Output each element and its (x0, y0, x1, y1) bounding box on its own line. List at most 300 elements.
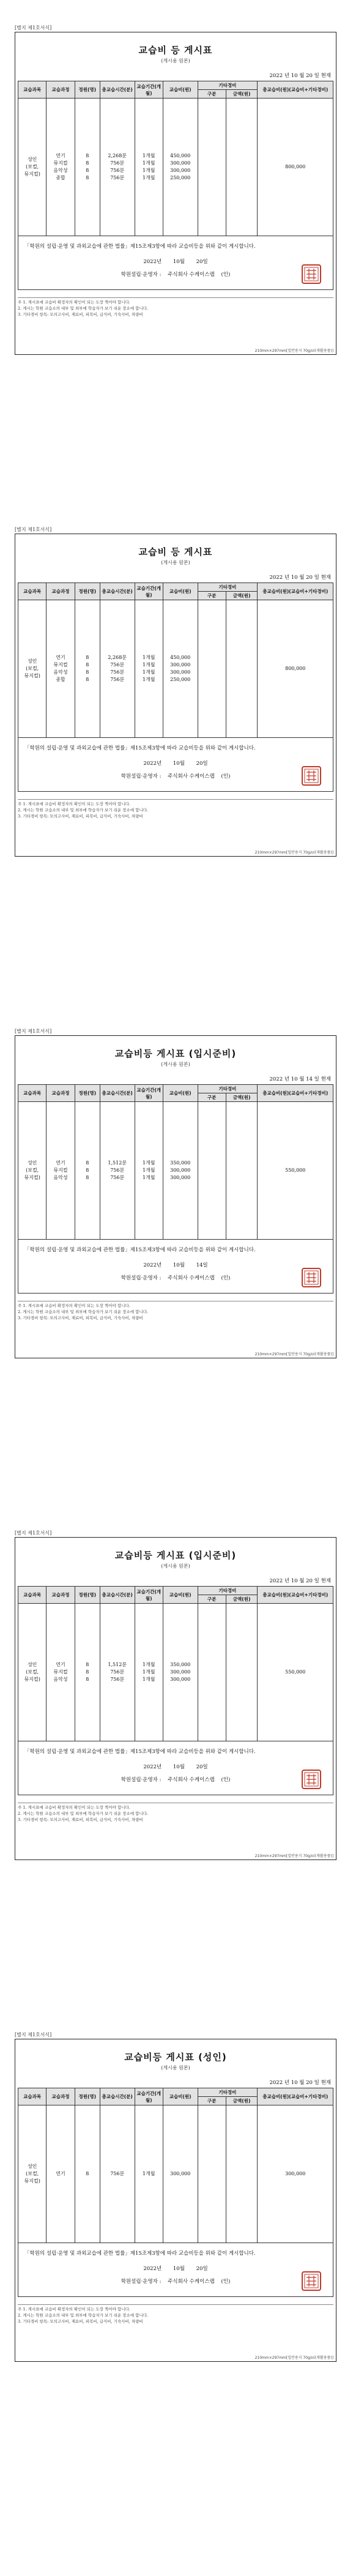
cell-other-kind (198, 2105, 226, 2243)
subject-line: (보컬, (26, 2171, 39, 2176)
table-header-row (18, 1085, 333, 1093)
capacity-line: 8 (86, 1662, 89, 1667)
notice-box (18, 236, 333, 290)
operator-name: 주식회사 수케이스랩 (168, 1275, 215, 1281)
operator-line (24, 270, 327, 280)
period-line: 1개월 (142, 168, 155, 173)
operator-seal-mark: (인) (221, 1275, 231, 1281)
page-subtitle: (게시용 원본) (161, 1062, 190, 1067)
cell-hours (100, 600, 135, 738)
sign-year: 2022년 (143, 1262, 162, 1268)
notice-text: 「학원의 설립·운영 및 과외교습에 관한 법률」제15조제3항에 따라 교습비등을 위와 같이 게시합니다. (24, 2250, 256, 2257)
header-other-kind: 구분 (198, 1595, 226, 1604)
header-other-kind: 구분 (198, 592, 226, 600)
header-period: 교습기간(개월) (135, 583, 163, 600)
header-other-kind: 구분 (198, 2097, 226, 2105)
course-line: 종합 (56, 175, 65, 181)
sign-month: 10월 (173, 2266, 185, 2272)
cell-other-kind (198, 600, 226, 738)
notice-text: 「학원의 설립·운영 및 과외교습에 관한 법률」제15조제3항에 따라 교습비등을 위와 같이 게시합니다. (24, 745, 256, 751)
fee-notice-sheet (15, 534, 336, 857)
sign-year: 2022년 (143, 259, 162, 265)
tuition-line: 350,000 (170, 1160, 191, 1166)
paper-size-footer: 210mm×297mm[일반용지 70g/㎡(재활용품)] (254, 851, 333, 855)
header-hours: 총교습시간(분) (100, 1085, 135, 1102)
tuition-line: 300,000 (170, 1167, 191, 1173)
cell-course (46, 2105, 75, 2243)
sign-day: 20일 (196, 1764, 208, 1770)
tuition-line: 300,000 (170, 662, 191, 668)
fee-notice-page (15, 24, 336, 367)
company-seal-icon (301, 264, 322, 285)
tuition-line: 300,000 (170, 2171, 191, 2176)
as-of-date: 2022 년 10 월 20 일 현재 (269, 73, 331, 79)
table-header-row (18, 81, 333, 90)
as-of-date: 2022 년 10 월 20 일 현재 (269, 575, 331, 581)
cell-hours (100, 2105, 135, 2243)
course-line: 음악성 (53, 1677, 68, 1682)
subject-line: 뮤지컬) (24, 673, 40, 679)
course-line: 음악성 (53, 168, 68, 173)
cell-period (135, 2105, 163, 2243)
hours-line: 756분 (110, 160, 125, 166)
header-other-expenses: 기타경비 (198, 1587, 258, 1595)
cell-period (135, 99, 163, 236)
header-course: 교습과정 (46, 583, 75, 600)
header-other-expenses: 기타경비 (198, 1085, 258, 1093)
cell-period (135, 600, 163, 738)
sign-date (24, 1261, 327, 1270)
paper-size-footer: 210mm×297mm[일반용지 70g/㎡(재활용품)] (254, 2356, 333, 2360)
fee-notice-page (15, 2031, 336, 2374)
form-label: [별지 제1호서식] (15, 25, 52, 31)
header-other-kind: 구분 (198, 90, 226, 99)
tuition-line: 300,000 (170, 1669, 191, 1675)
period-line: 1개월 (142, 669, 155, 675)
hours-line: 756분 (110, 175, 125, 181)
subject-line: 성인 (27, 658, 37, 664)
capacity-line: 8 (86, 677, 89, 682)
sign-day: 14일 (196, 1262, 208, 1268)
footnote-item: 3. 기타경비 항목: 모의고사비, 재료비, 피복비, 급식비, 기숙사비, 차량비 (18, 1316, 143, 1320)
cell-total: 800,000 (258, 600, 333, 738)
operator-label: 학원설립·운영자 : (121, 1275, 162, 1281)
capacity-line: 8 (86, 1175, 89, 1180)
cell-other-amount (226, 1604, 258, 1741)
page-title: 교습비 등 게시표 (138, 546, 213, 557)
form-label: [별지 제1호서식] (15, 2032, 52, 2038)
cell-subject (18, 1604, 46, 1741)
subject-line: (보컬, (26, 666, 39, 671)
period-line: 1개월 (142, 1662, 155, 1667)
header-tuition: 교습비(원) (163, 1085, 198, 1102)
hours-line: 756분 (110, 1167, 125, 1173)
tuition-line: 450,000 (170, 655, 191, 660)
cell-course (46, 1102, 75, 1240)
course-line: 뮤지컬 (53, 160, 68, 166)
sign-month: 10월 (173, 1764, 185, 1770)
table-header-row (18, 1587, 333, 1595)
fee-notice-page (15, 526, 336, 869)
header-hours: 총교습시간(분) (100, 583, 135, 600)
operator-label: 학원설립·운영자 : (121, 773, 162, 780)
cell-tuition (163, 2105, 198, 2243)
table-row (18, 1102, 333, 1240)
subject-line: 뮤지컬) (24, 171, 40, 177)
header-subject: 교습과목 (18, 1587, 46, 1604)
cell-capacity (75, 99, 100, 236)
as-of-date: 2022 년 10 월 14 일 현재 (269, 1076, 331, 1082)
cell-tuition (163, 1604, 198, 1741)
cell-subject (18, 99, 46, 236)
cell-period (135, 1102, 163, 1240)
header-total: 총교습비(원)(교습비+기타경비) (258, 1587, 333, 1604)
sign-date (24, 1763, 327, 1772)
notice-text: 「학원의 설립·운영 및 과외교습에 관한 법률」제15조제3항에 따라 교습비등을 위와 같이 게시합니다. (24, 1247, 256, 1253)
subject-line: (보컬, (26, 164, 39, 169)
header-other-amount: 금액(원) (226, 90, 258, 99)
sign-day: 20일 (196, 761, 208, 767)
operator-label: 학원설립·운영자 : (121, 2279, 162, 2285)
capacity-line: 8 (86, 1160, 89, 1166)
hours-line: 1,512분 (108, 1160, 127, 1166)
period-line: 1개월 (142, 1160, 155, 1166)
header-tuition: 교습비(원) (163, 81, 198, 99)
table-row (18, 2105, 333, 2243)
header-capacity: 정원(명) (75, 1587, 100, 1604)
page-subtitle: (게시용 원본) (161, 1563, 190, 1569)
period-line: 1개월 (142, 1677, 155, 1682)
period-line: 1개월 (142, 662, 155, 668)
cell-tuition (163, 1102, 198, 1240)
sign-date (24, 2265, 327, 2274)
footnote-item: 3. 기타경비 항목: 모의고사비, 재료비, 피복비, 급식비, 기숙사비, 차량비 (18, 2319, 143, 2324)
table-row (18, 600, 333, 738)
operator-line (24, 1776, 327, 1785)
hours-line: 756분 (110, 662, 125, 668)
company-seal-icon (301, 765, 322, 786)
capacity-line: 8 (86, 175, 89, 181)
cell-other-amount (226, 1102, 258, 1240)
header-period: 교습기간(개월) (135, 1587, 163, 1604)
header-tuition: 교습비(원) (163, 583, 198, 600)
subject-line: 뮤지컬) (24, 1175, 40, 1180)
header-other-amount: 금액(원) (226, 1093, 258, 1102)
cell-total: 300,000 (258, 2105, 333, 2243)
cell-total: 550,000 (258, 1102, 333, 1240)
subject-line: (보컬, (26, 1167, 39, 1173)
fee-notice-page (15, 1028, 336, 1371)
footnote-item: 3. 기타경비 항목: 모의고사비, 재료비, 피복비, 급식비, 기숙사비, 차량비 (18, 814, 143, 819)
footnotes (18, 297, 333, 318)
notice-text: 「학원의 설립·운영 및 과외교습에 관한 법률」제15조제3항에 따라 교습비등을 위와 같이 게시합니다. (24, 1749, 256, 1755)
header-course: 교습과정 (46, 81, 75, 99)
page-title: 교습비 등 게시표 (138, 45, 213, 56)
cell-total: 550,000 (258, 1604, 333, 1741)
header-capacity: 정원(명) (75, 583, 100, 600)
paper-size-footer: 210mm×297mm[일반용지 70g/㎡(재활용품)] (254, 1854, 333, 1858)
sign-day: 20일 (196, 2266, 208, 2272)
footnotes (18, 2304, 333, 2325)
page-subtitle: (게시용 원본) (161, 58, 190, 64)
company-seal-icon (301, 1769, 322, 1790)
subject-line: 뮤지컬) (24, 2178, 40, 2184)
fee-notice-sheet (15, 1035, 336, 1358)
course-line: 연기 (56, 2171, 65, 2176)
header-subject: 교습과목 (18, 81, 46, 99)
header-course: 교습과정 (46, 2088, 75, 2105)
operator-label: 학원설립·운영자 : (121, 272, 162, 278)
footnotes (18, 1803, 333, 1823)
course-line: 음악성 (53, 1175, 68, 1180)
page-title: 교습비등 게시표 (입시준비) (114, 1550, 237, 1561)
tuition-line: 300,000 (170, 669, 191, 675)
capacity-line: 8 (86, 168, 89, 173)
footnotes (18, 799, 333, 819)
capacity-line: 8 (86, 2171, 89, 2176)
operator-line (24, 2277, 327, 2287)
period-line: 1개월 (142, 160, 155, 166)
fee-table (18, 583, 333, 738)
header-period: 교습기간(개월) (135, 81, 163, 99)
sign-month: 10월 (173, 761, 185, 767)
header-total: 총교습비(원)(교습비+기타경비) (258, 583, 333, 600)
footnote-item: 2. 게시는 학원 교습소의 내부 및 외부에 학습자가 보기 쉬운 장소에 합니다. (18, 1811, 149, 1816)
company-seal-icon (301, 1267, 322, 1288)
sign-month: 10월 (173, 1262, 185, 1268)
fee-notice-sheet (15, 2039, 336, 2362)
course-line: 연기 (56, 1160, 65, 1166)
header-tuition: 교습비(원) (163, 1587, 198, 1604)
cell-tuition (163, 600, 198, 738)
table-header-row (18, 583, 333, 592)
footnote-item: 주 1. 게시표에 교습비 확정자의 확인이 되는 도장 찍어야 합니다. (18, 1805, 130, 1810)
cell-capacity (75, 2105, 100, 2243)
course-line: 음악성 (53, 669, 68, 675)
period-line: 1개월 (142, 2171, 155, 2176)
cell-subject (18, 2105, 46, 2243)
table-header-row (18, 2088, 333, 2097)
fee-table (18, 1084, 333, 1240)
footnote-item: 2. 게시는 학원 교습소의 내부 및 외부에 학습자가 보기 쉬운 장소에 합니다. (18, 306, 149, 311)
subject-line: 성인 (27, 1662, 37, 1667)
fee-notice-page (15, 1530, 336, 1872)
operator-seal-mark: (인) (221, 2279, 231, 2285)
operator-seal-mark: (인) (221, 1777, 231, 1783)
course-line: 연기 (56, 1662, 65, 1667)
header-other-amount: 금액(원) (226, 2097, 258, 2105)
operator-seal-mark: (인) (221, 272, 231, 278)
as-of-date: 2022 년 10 월 20 일 현재 (269, 1578, 331, 1584)
hours-line: 756분 (110, 1669, 125, 1675)
footnote-item: 2. 게시는 학원 교습소의 내부 및 외부에 학습자가 보기 쉬운 장소에 합니다. (18, 808, 149, 813)
tuition-line: 250,000 (170, 175, 191, 181)
fee-table (18, 81, 333, 236)
sign-year: 2022년 (143, 761, 162, 767)
operator-line (24, 1274, 327, 1283)
course-line: 뮤지컬 (53, 1167, 68, 1173)
tuition-line: 300,000 (170, 1677, 191, 1682)
period-line: 1개월 (142, 1669, 155, 1675)
footnotes (18, 1301, 333, 1321)
footnote-item: 주 1. 게시표에 교습비 확정자의 확인이 되는 도장 찍어야 합니다. (18, 300, 130, 305)
subject-line: 성인 (27, 2164, 37, 2169)
operator-name: 주식회사 수케이스랩 (168, 2279, 215, 2285)
header-subject: 교습과목 (18, 1085, 46, 1102)
table-row (18, 1604, 333, 1741)
cell-other-amount (226, 2105, 258, 2243)
hours-line: 756분 (110, 168, 125, 173)
subject-line: 뮤지컬) (24, 1677, 40, 1682)
header-subject: 교습과목 (18, 583, 46, 600)
period-line: 1개월 (142, 655, 155, 660)
cell-subject (18, 600, 46, 738)
footnote-item: 3. 기타경비 항목: 모의고사비, 재료비, 피복비, 급식비, 기숙사비, 차량비 (18, 312, 143, 317)
hours-line: 756분 (110, 677, 125, 682)
subject-line: 성인 (27, 1160, 37, 1166)
footnote-item: 주 1. 게시표에 교습비 확정자의 확인이 되는 도장 찍어야 합니다. (18, 1303, 130, 1308)
sign-year: 2022년 (143, 2266, 162, 2272)
header-other-expenses: 기타경비 (198, 81, 258, 90)
operator-label: 학원설립·운영자 : (121, 1777, 162, 1783)
header-period: 교습기간(개월) (135, 1085, 163, 1102)
header-other-expenses: 기타경비 (198, 2088, 258, 2097)
header-hours: 총교습시간(분) (100, 2088, 135, 2105)
hours-line: 2,268분 (108, 655, 127, 660)
header-hours: 총교습시간(분) (100, 1587, 135, 1604)
cell-capacity (75, 1102, 100, 1240)
subject-line: 성인 (27, 157, 37, 162)
fee-notice-sheet (15, 32, 336, 355)
course-line: 뮤지컬 (53, 662, 68, 668)
cell-hours (100, 99, 135, 236)
operator-line (24, 772, 327, 781)
capacity-line: 8 (86, 655, 89, 660)
sign-date (24, 759, 327, 769)
capacity-line: 8 (86, 1677, 89, 1682)
course-line: 연기 (56, 655, 65, 660)
header-capacity: 정원(명) (75, 2088, 100, 2105)
footnote-item: 2. 게시는 학원 교습소의 내부 및 외부에 학습자가 보기 쉬운 장소에 합니다. (18, 1309, 149, 1314)
capacity-line: 8 (86, 153, 89, 158)
operator-name: 주식회사 수케이스랩 (168, 773, 215, 780)
hours-line: 756분 (110, 1677, 125, 1682)
period-line: 1개월 (142, 153, 155, 158)
table-row (18, 99, 333, 236)
cell-period (135, 1604, 163, 1741)
sign-month: 10월 (173, 259, 185, 265)
cell-course (46, 1604, 75, 1741)
tuition-line: 300,000 (170, 1175, 191, 1180)
cell-other-kind (198, 99, 226, 236)
as-of-date: 2022 년 10 월 20 일 현재 (269, 2080, 331, 2086)
header-tuition: 교습비(원) (163, 2088, 198, 2105)
header-other-expenses: 기타경비 (198, 583, 258, 592)
tuition-line: 250,000 (170, 677, 191, 682)
capacity-line: 8 (86, 1167, 89, 1173)
header-total: 총교습비(원)(교습비+기타경비) (258, 1085, 333, 1102)
hours-line: 756분 (110, 669, 125, 675)
cell-tuition (163, 99, 198, 236)
cell-capacity (75, 1604, 100, 1741)
notice-box (18, 1240, 333, 1294)
header-total: 총교습비(원)(교습비+기타경비) (258, 81, 333, 99)
page-subtitle: (게시용 원본) (161, 560, 190, 565)
header-total: 총교습비(원)(교습비+기타경비) (258, 2088, 333, 2105)
operator-name: 주식회사 수케이스랩 (168, 1777, 215, 1783)
tuition-line: 300,000 (170, 160, 191, 166)
period-line: 1개월 (142, 175, 155, 181)
cell-other-kind (198, 1604, 226, 1741)
sign-year: 2022년 (143, 1764, 162, 1770)
notice-box (18, 738, 333, 792)
tuition-line: 450,000 (170, 153, 191, 158)
capacity-line: 8 (86, 1669, 89, 1675)
period-line: 1개월 (142, 677, 155, 682)
footnote-item: 주 1. 게시표에 교습비 확정자의 확인이 되는 도장 찍어야 합니다. (18, 2307, 130, 2312)
page-title: 교습비등 게시표 (입시준비) (114, 1048, 237, 1059)
capacity-line: 8 (86, 662, 89, 668)
tuition-line: 350,000 (170, 1662, 191, 1667)
course-line: 뮤지컬 (53, 1669, 68, 1675)
cell-hours (100, 1102, 135, 1240)
capacity-line: 8 (86, 160, 89, 166)
header-capacity: 정원(명) (75, 1085, 100, 1102)
period-line: 1개월 (142, 1175, 155, 1180)
header-other-kind: 구분 (198, 1093, 226, 1102)
fee-table (18, 2088, 333, 2243)
header-other-amount: 금액(원) (226, 1595, 258, 1604)
cell-other-kind (198, 1102, 226, 1240)
form-label: [별지 제1호서식] (15, 1530, 52, 1536)
subject-line: (보컬, (26, 1669, 39, 1675)
hours-line: 1,512분 (108, 1662, 127, 1667)
sign-date (24, 258, 327, 267)
cell-hours (100, 1604, 135, 1741)
company-seal-icon (301, 2271, 322, 2291)
footnote-item: 2. 게시는 학원 교습소의 내부 및 외부에 학습자가 보기 쉬운 장소에 합니다. (18, 2313, 149, 2318)
footnote-item: 3. 기타경비 항목: 모의고사비, 재료비, 피복비, 급식비, 기숙사비, 차량비 (18, 1817, 143, 1822)
cell-total: 800,000 (258, 99, 333, 236)
form-label: [별지 제1호서식] (15, 527, 52, 532)
paper-size-footer: 210mm×297mm[일반용지 70g/㎡(재활용품)] (254, 1352, 333, 1357)
fee-table (18, 1586, 333, 1741)
form-label: [별지 제1호서식] (15, 1029, 52, 1034)
header-other-amount: 금액(원) (226, 592, 258, 600)
header-subject: 교습과목 (18, 2088, 46, 2105)
cell-course (46, 600, 75, 738)
header-course: 교습과정 (46, 1587, 75, 1604)
operator-seal-mark: (인) (221, 773, 231, 780)
notice-text: 「학원의 설립·운영 및 과외교습에 관한 법률」제15조제3항에 따라 교습비등을 위와 같이 게시합니다. (24, 244, 256, 250)
capacity-line: 8 (86, 669, 89, 675)
cell-other-amount (226, 99, 258, 236)
cell-course (46, 99, 75, 236)
header-hours: 총교습시간(분) (100, 81, 135, 99)
operator-name: 주식회사 수케이스랩 (168, 272, 215, 278)
paper-size-footer: 210mm×297mm[일반용지 70g/㎡(재활용품)] (254, 349, 333, 353)
header-capacity: 정원(명) (75, 81, 100, 99)
cell-other-amount (226, 600, 258, 738)
course-line: 종합 (56, 677, 65, 682)
header-period: 교습기간(개월) (135, 2088, 163, 2105)
fee-notice-sheet (15, 1537, 336, 1860)
notice-box (18, 1741, 333, 1795)
page-subtitle: (게시용 원본) (161, 2065, 190, 2071)
cell-subject (18, 1102, 46, 1240)
footnote-item: 주 1. 게시표에 교습비 확정자의 확인이 되는 도장 찍어야 합니다. (18, 802, 130, 806)
header-course: 교습과정 (46, 1085, 75, 1102)
